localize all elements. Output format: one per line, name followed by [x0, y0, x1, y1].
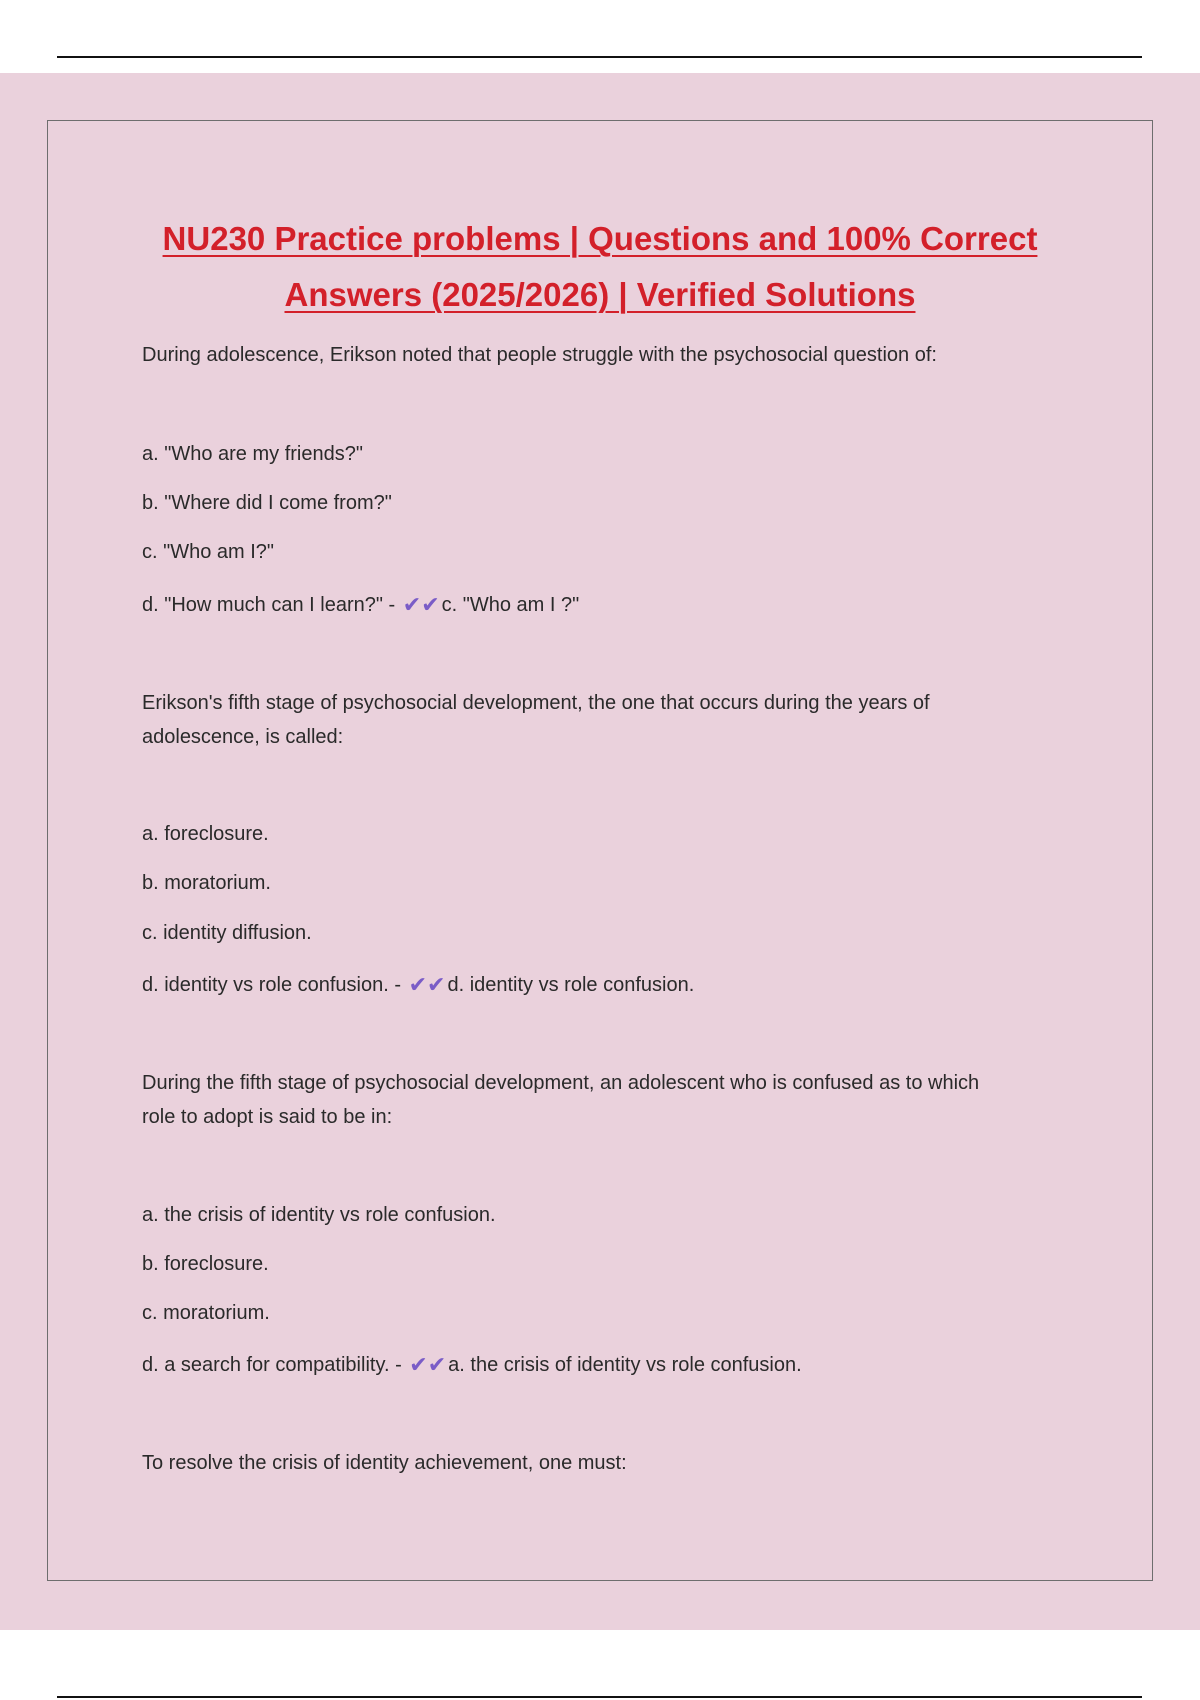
question-1-answer-line	[142, 588, 579, 622]
question-3-option-c: c. moratorium.	[142, 1302, 270, 1324]
question-1-stem: During adolescence, Erikson noted that people struggle with the psychosocial question of:	[142, 344, 937, 366]
question-2-answer: d. identity vs role confusion.	[447, 974, 695, 996]
double-checkmark-icon: ✔✔	[409, 1352, 447, 1377]
footer-rule	[57, 1696, 1142, 1698]
question-3-option-d: d. a search for compatibility. -	[142, 1354, 402, 1376]
question-2-answer-line	[142, 968, 694, 1002]
question-3-answer: a. the crisis of identity vs role confusion.	[448, 1354, 802, 1376]
question-4-stem: To resolve the crisis of identity achievement, one must:	[142, 1452, 627, 1474]
question-3-option-b: b. foreclosure.	[142, 1253, 269, 1275]
question-2-stem-line-2: adolescence, is called:	[142, 726, 344, 748]
document-title	[100, 211, 1100, 323]
document-title-line-1: NU230 Practice problems | Questions and 100% Correct	[162, 220, 1038, 257]
question-2-option-a: a. foreclosure.	[142, 823, 269, 845]
double-checkmark-icon: ✔✔	[402, 592, 440, 617]
question-3-answer-line	[142, 1348, 802, 1382]
question-2-option-b: b. moratorium.	[142, 872, 271, 894]
header-rule	[57, 56, 1142, 58]
question-1-option-c: c. "Who am I?"	[142, 541, 275, 563]
double-checkmark-icon: ✔✔	[408, 972, 446, 997]
document-title-line-2: Answers (2025/2026) | Verified Solutions	[284, 276, 916, 313]
question-1-answer: c. "Who am I ?"	[441, 594, 580, 616]
question-1-option-a: a. "Who are my friends?"	[142, 443, 363, 465]
question-3-stem-line-1: During the fifth stage of psychosocial development, an adolescent who is confused as to which	[142, 1072, 980, 1094]
question-3-option-a: a. the crisis of identity vs role confusion.	[142, 1204, 496, 1226]
question-2-option-c: c. identity diffusion.	[142, 922, 312, 944]
question-3-stem-line-2: role to adopt is said to be in:	[142, 1106, 393, 1128]
question-1-option-d: d. "How much can I learn?" -	[142, 594, 396, 616]
question-2-option-d: d. identity vs role confusion. -	[142, 974, 402, 996]
question-2-stem-line-1: Erikson's fifth stage of psychosocial development, the one that occurs during the years of	[142, 692, 930, 714]
question-1-option-b: b. "Where did I come from?"	[142, 492, 392, 514]
